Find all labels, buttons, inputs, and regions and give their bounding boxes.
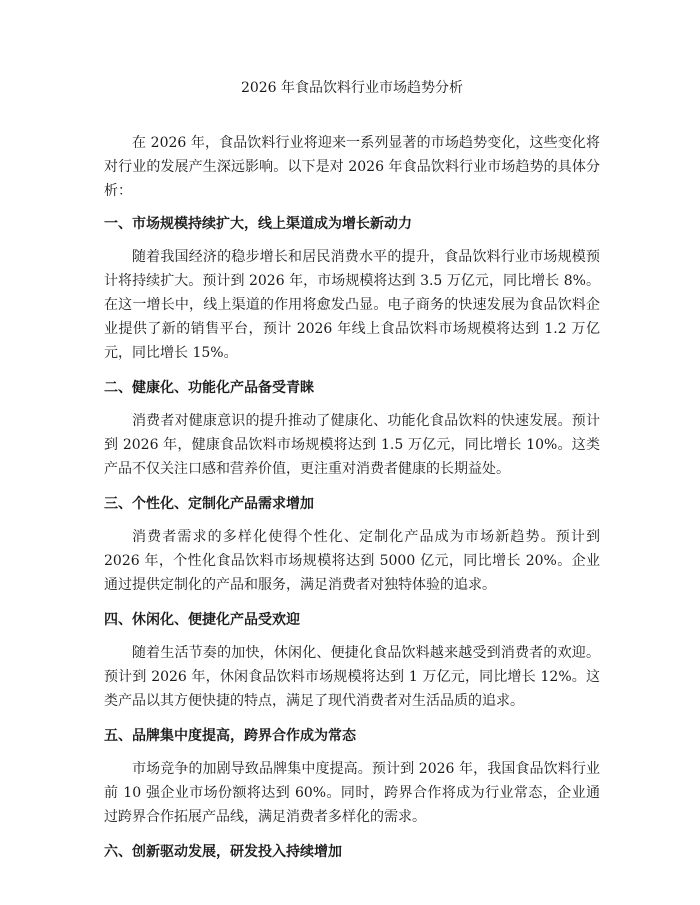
section-heading-5: 五、品牌集中度提高，跨界合作成为常态 (104, 728, 356, 744)
document-body (104, 131, 600, 873)
section-heading-6: 六、创新驱动发展，研发投入持续增加 (104, 844, 342, 860)
section-body-2: 消费者对健康意识的提升推动了健康化、功能化食品饮料的快速发展。预计到 2026 年，健康食品饮料市场规模将达到 1.5 万亿元，同比增长 10%。这类产品不仅关注口感和营养价值，更注重对消费者健康的长期益处。 (104, 413, 600, 477)
document-title: 2026 年食品饮料行业市场趋势分析 (240, 80, 464, 96)
section-heading-1: 一、市场规模持续扩大，线上渠道成为增长新动力 (104, 216, 412, 232)
section-body-5: 市场竞争的加剧导致品牌集中度提高。预计到 2026 年，我国食品饮料行业前 10 强企业市场份额将达到 60%。同时，跨界合作将成为行业常态，企业通过跨界合作拓展产品线，满足消费者多样化的需求。 (104, 761, 600, 825)
section-heading-2: 二、健康化、功能化产品备受青睐 (104, 380, 314, 396)
intro-paragraph: 在 2026 年，食品饮料行业将迎来一系列显著的市场趋势变化，这些变化将对行业的发展产生深远影响。以下是对 2026 年食品饮料行业市场趋势的具体分析： (104, 135, 600, 199)
section-body-1: 随着我国经济的稳步增长和居民消费水平的提升，食品饮料行业市场规模预计将持续扩大。预计到 2026 年，市场规模将达到 3.5 万亿元，同比增长 8%。在这一增长中，线上渠道的作用将愈发凸显。电子商务的快速发展为食品饮料企业提供了新的销售平台，预计 2026 年线上食品饮料市场规模将达到 1.2 万亿元，同比增长 15%。 (104, 249, 600, 361)
section-body-3: 消费者需求的多样化使得个性化、定制化产品成为市场新趋势。预计到 2026 年，个性化食品饮料市场规模将达到 5000 亿元，同比增长 20%。企业通过提供定制化的产品和服务，满足消费者对独特体验的追求。 (104, 529, 600, 593)
section-body-4: 随着生活节奏的加快，休闲化、便捷化食品饮料越来越受到消费者的欢迎。预计到 2026 年，休闲食品饮料市场规模将达到 1 万亿元，同比增长 12%。这类产品以其方便快捷的特点，满足了现代消费者对生活品质的追求。 (104, 645, 600, 709)
section-heading-3: 三、个性化、定制化产品需求增加 (104, 496, 314, 512)
section-heading-4: 四、休闲化、便捷化产品受欢迎 (104, 612, 300, 628)
